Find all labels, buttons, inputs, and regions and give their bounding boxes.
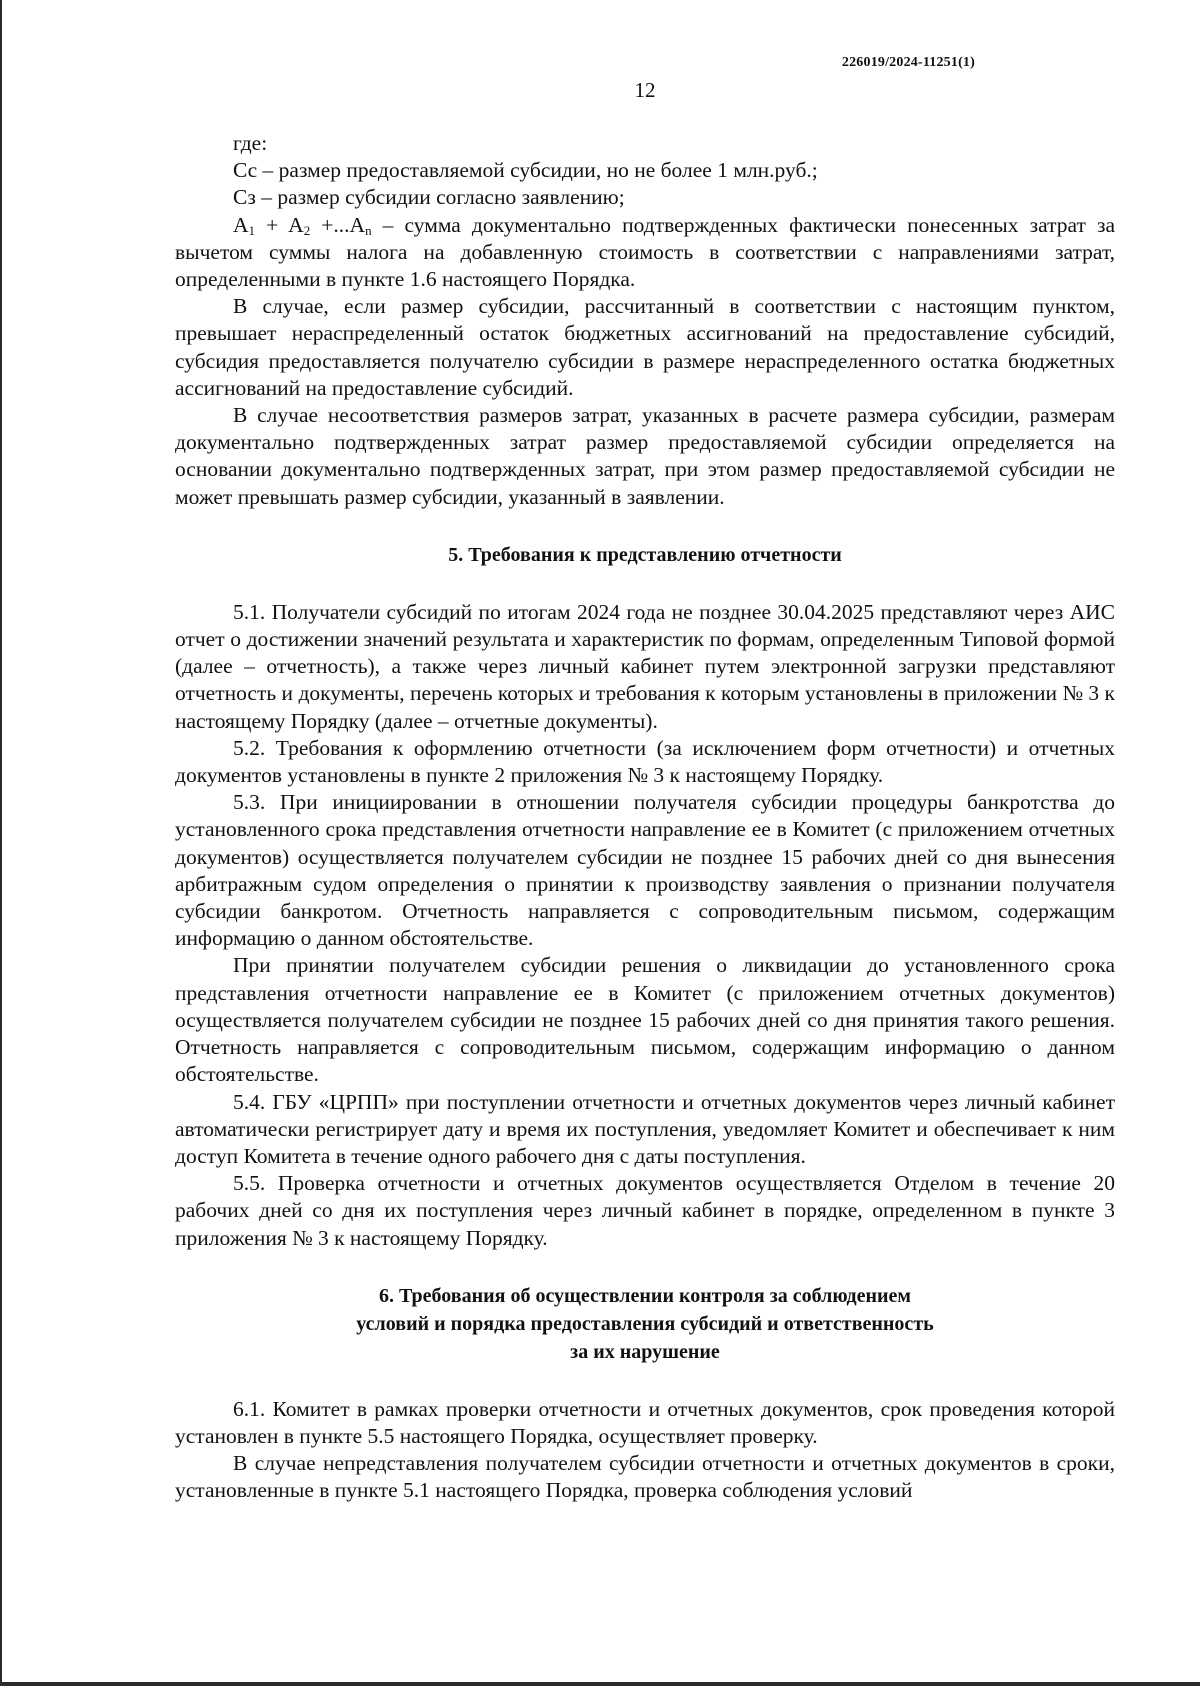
paragraph-intro-1: В случае, если размер субсидии, рассчитанный в соответствии с настоящим пунктом, превышает нераспределенный остаток бюджетных ассигнований на предоставление субсидий, субсидия предоставляется получателю субсидии в размере нераспределенного остатка бюджетных ассигнований на предоставление субсидий. — [175, 294, 1115, 400]
formula-where: где: — [233, 131, 268, 155]
formula-term-cc: Сс – размер предоставляемой субсидии, но не более 1 млн.руб.; — [233, 158, 818, 183]
paragraph-6-1: 6.1. Комитет в рамках проверки отчетности и отчетных документов, срок проведения которой установлен в пункте 5.5 настоящего Порядка, осуществляет проверку. — [175, 1396, 1115, 1448]
scan-edge-left — [0, 0, 2, 1686]
section-5-heading: 5. Требования к представлению отчетности — [448, 543, 842, 566]
paragraph-intro-2: В случае несоответствия размеров затрат, указанных в расчете размера субсидии, размерам документально подтвержденных затрат размер предоставляемой субсидии определяется на основании документально подтвержденных затрат, при этом размер предоставляемой субсидии не может превышать размер субсидии, указанный в заявлении. — [175, 403, 1115, 509]
paragraph-5-1: 5.1. Получатели субсидий по итогам 2024 года не позднее 30.04.2025 представляют через АИС отчет о достижении значений результата и характеристик по формам, определенным Типовой формой (далее – отчетность), а также через личный кабинет путем электронной загрузки представляют отчетность и документы, перечень которых и требования к которым установлены в приложении № 3 к настоящему Порядку (далее – отчетные документы). — [175, 599, 1115, 733]
paragraph-5-4: 5.4. ГБУ «ЦРПП» при поступлении отчетности и отчетных документов через личный кабинет автоматически регистрирует дату и время их поступления, уведомляет Комитет и обеспечивает к ним доступ Комитета в течение одного рабочего дня с даты поступления. — [175, 1089, 1115, 1168]
scan-edge-bottom — [0, 1682, 1200, 1686]
formula-term-cz: Сз – размер субсидии согласно заявлению; — [233, 185, 625, 210]
section-6-heading: 6. Требования об осуществлении контроля за соблюдением условий и порядка предоставления субсидий и ответственность за их нарушение — [356, 1284, 934, 1363]
paragraph-5-2: 5.2. Требования к оформлению отчетности (за исключением форм отчетности) и отчетных документов установлены в пункте 2 приложения № 3 к настоящему Порядку. — [175, 735, 1115, 788]
page-number: 12 — [634, 78, 656, 102]
paragraph-6-1-continued: В случае непредставления получателем субсидии отчетности и отчетных документов в сроки, установленные в пункте 5.1 настоящего Порядка, проверка соблюдения условий — [175, 1451, 1115, 1503]
paragraph-5-3: 5.3. При инициировании в отношении получателя субсидии процедуры банкротства до установленного срока представления отчетности направление ее в Комитет (с приложением отчетных документов) осуществляется получателем субсидии не позднее 15 рабочих дней со дня вынесения арбитражным судом определения о принятии к производству заявления о признании получателя субсидии банкротом. Отчетность направляется с сопроводительным письмом, содержащим информацию о данном обстоятельстве. — [175, 790, 1115, 951]
paragraph-5-3-liquidation: При принятии получателем субсидии решения о ликвидации до установленного срока представления отчетности направление ее в Комитет (с приложением отчетных документов) осуществляется получателем субсидии не позднее 15 рабочих дней со дня принятия такого решения. Отчетность направляется с сопроводительным письмом, содержащим информацию о данном обстоятельстве. — [175, 953, 1115, 1087]
formula-term-a-sum: $A_1 + A_2 +...A_n$ – сумма документально подтвержденных фактически понесенных затрат за вычетом суммы налога на добавленную стоимость в соответствии с направлениями затрат, определенными в пункте 1.6 настоящего Порядка. — [175, 212, 1115, 292]
paragraph-5-5: 5.5. Проверка отчетности и отчетных документов осуществляется Отделом в течение 20 рабочих дней со дня их поступления через личный кабинет в порядке, определенном в пункте 3 приложения № 3 к настоящему Порядку. — [175, 1171, 1115, 1250]
document-id: 226019/2024-11251(1) — [841, 55, 975, 70]
document-body — [175, 130, 1115, 1505]
